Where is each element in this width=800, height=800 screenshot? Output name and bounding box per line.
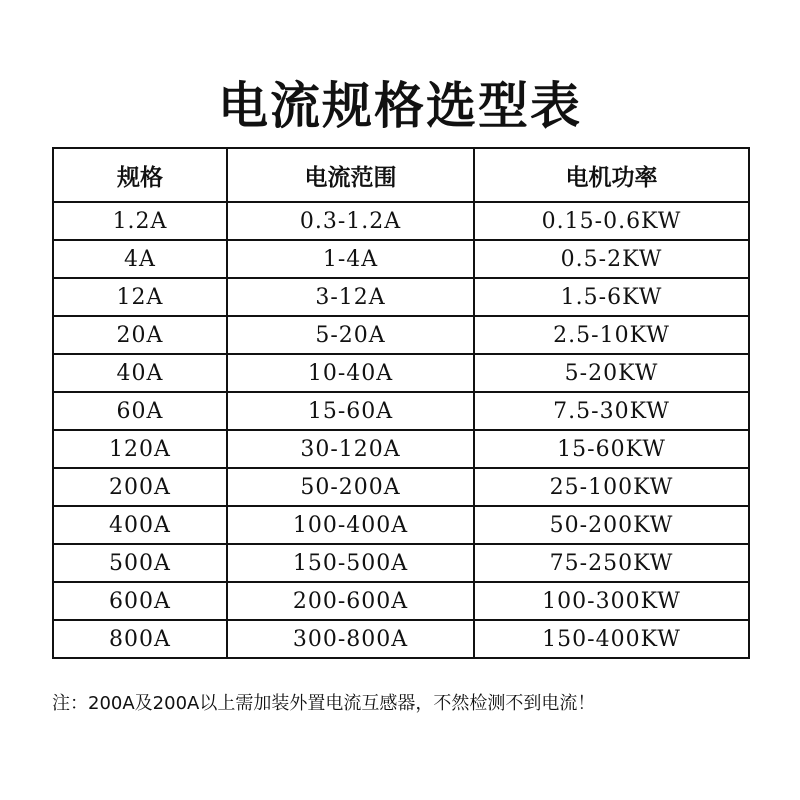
cell-spec: 20A bbox=[53, 316, 227, 354]
cell-motor-power: 5-20KW bbox=[474, 354, 749, 392]
table-body bbox=[53, 202, 749, 658]
cell-current-range: 1-4A bbox=[227, 240, 474, 278]
cell-spec: 600A bbox=[53, 582, 227, 620]
cell-motor-power: 7.5-30KW bbox=[474, 392, 749, 430]
cell-motor-power: 0.5-2KW bbox=[474, 240, 749, 278]
cell-current-range: 0.3-1.2A bbox=[227, 202, 474, 240]
spec-table bbox=[52, 147, 750, 659]
cell-motor-power: 2.5-10KW bbox=[474, 316, 749, 354]
cell-spec: 800A bbox=[53, 620, 227, 658]
table-row bbox=[53, 430, 749, 468]
header-motor-power: 电机功率 bbox=[474, 148, 749, 202]
cell-spec: 500A bbox=[53, 544, 227, 582]
cell-spec: 60A bbox=[53, 392, 227, 430]
cell-current-range: 50-200A bbox=[227, 468, 474, 506]
cell-spec: 120A bbox=[53, 430, 227, 468]
page-title: 电流规格选型表 bbox=[218, 77, 582, 135]
cell-motor-power: 15-60KW bbox=[474, 430, 749, 468]
cell-motor-power: 0.15-0.6KW bbox=[474, 202, 749, 240]
table-row bbox=[53, 202, 749, 240]
table-row bbox=[53, 620, 749, 658]
cell-motor-power: 100-300KW bbox=[474, 582, 749, 620]
cell-current-range: 5-20A bbox=[227, 316, 474, 354]
cell-current-range: 150-500A bbox=[227, 544, 474, 582]
footnote: 注：200A及200A以上需加装外置电流互感器，不然检测不到电流！ bbox=[52, 693, 596, 714]
cell-spec: 40A bbox=[53, 354, 227, 392]
cell-current-range: 200-600A bbox=[227, 582, 474, 620]
cell-current-range: 15-60A bbox=[227, 392, 474, 430]
cell-spec: 1.2A bbox=[53, 202, 227, 240]
cell-motor-power: 1.5-6KW bbox=[474, 278, 749, 316]
cell-motor-power: 75-250KW bbox=[474, 544, 749, 582]
table-header-row bbox=[53, 148, 749, 202]
header-current-range: 电流范围 bbox=[227, 148, 474, 202]
header-spec: 规格 bbox=[53, 148, 227, 202]
table-row bbox=[53, 392, 749, 430]
cell-current-range: 100-400A bbox=[227, 506, 474, 544]
cell-current-range: 300-800A bbox=[227, 620, 474, 658]
cell-current-range: 10-40A bbox=[227, 354, 474, 392]
table-row bbox=[53, 544, 749, 582]
cell-current-range: 30-120A bbox=[227, 430, 474, 468]
cell-motor-power: 50-200KW bbox=[474, 506, 749, 544]
cell-current-range: 3-12A bbox=[227, 278, 474, 316]
cell-spec: 4A bbox=[53, 240, 227, 278]
cell-spec: 12A bbox=[53, 278, 227, 316]
table-row bbox=[53, 582, 749, 620]
table-row bbox=[53, 278, 749, 316]
table-row bbox=[53, 240, 749, 278]
cell-motor-power: 150-400KW bbox=[474, 620, 749, 658]
table-row bbox=[53, 506, 749, 544]
cell-motor-power: 25-100KW bbox=[474, 468, 749, 506]
table-row bbox=[53, 354, 749, 392]
table-row bbox=[53, 316, 749, 354]
table-row bbox=[53, 468, 749, 506]
cell-spec: 200A bbox=[53, 468, 227, 506]
cell-spec: 400A bbox=[53, 506, 227, 544]
